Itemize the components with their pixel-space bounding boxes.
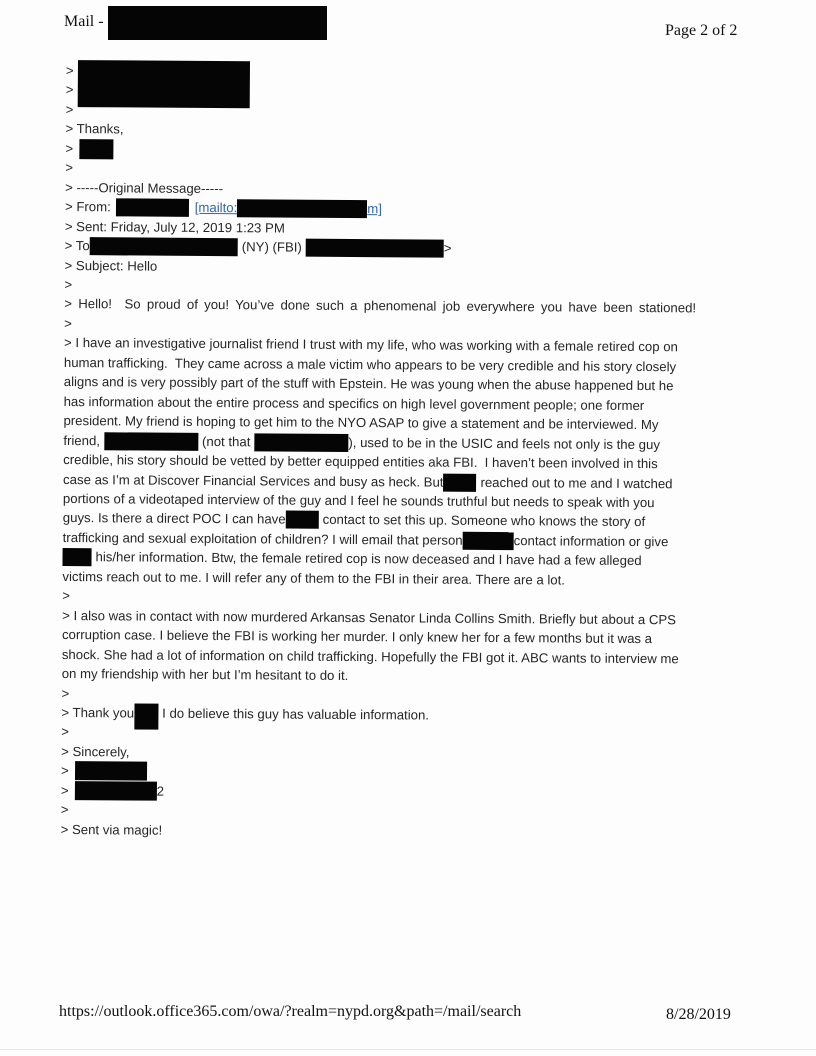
quote-mark: > [65,62,74,79]
quote-mark: > [60,763,69,779]
redaction-box [104,432,198,451]
body-text: aligns and is very possibly part of the stuff with Epstein. He was young when the abuse happened but he [63,374,674,394]
to-close: > [443,240,452,256]
quote-mark: > [65,82,74,98]
redaction-box [75,761,147,781]
body-text: shock. She had a lot of information on child trafficking. Hopefully the FBI got it. ABC wants to interview me [61,646,679,666]
redaction-box [237,199,367,218]
body-text: friend, [63,432,101,448]
quote-mark: > [62,588,71,604]
quote-mark: > [64,276,73,293]
quote-mark: > [60,782,69,798]
quote-mark: > [61,685,70,701]
mailto-link: [mailto: [194,200,238,216]
redaction-box [79,139,113,159]
redaction-box [463,532,514,550]
redaction-box [75,781,157,801]
body-text: I do believe this guy has valuable information. [162,705,430,723]
quote-mark: > [61,724,70,740]
from-label: > From: [64,199,111,215]
signoff-text: > Sincerely, [61,743,130,760]
sent-via-line [61,820,693,844]
thanks-text: > Thanks, [65,121,124,137]
body-text: portions of a videotaped interview of the guy and I feel he sounds truthful but needs to speak with you [62,490,655,511]
body-text: human trafficking. They came across a male victim who appears to be very credible and his story closely [63,354,677,375]
quote-mark: > [65,101,74,117]
redaction-box [286,511,319,529]
body-text: contact to set this up. Someone who knows the story of [322,512,646,530]
footer-date: 8/28/2019 [666,1006,731,1023]
body-text: credible, his story should be vetted by better equipped entities aka FBI. I haven’t been involved in this [63,452,658,472]
body-text: has information about the entire process and specifics on high level government people; one former [63,393,645,413]
quote-mark: > [65,160,74,176]
signature-suffix: 2 [156,783,165,799]
body-text: case as I’m at Discover Financial Services and busy as heck. But [63,471,444,490]
quote-mark: > [64,315,72,331]
quote-mark: > [65,140,74,156]
to-org: (NY) (FBI) [241,239,302,255]
body-text: contact information or give [513,533,669,550]
redaction-box [254,433,348,452]
mailto-link-end: m] [367,201,382,217]
redaction-box [443,473,476,491]
redaction-box [108,6,327,40]
body-text: > I also was in contact with now murdered Arkansas Senator Linda Collins Smith. Briefly but about a CPS [62,607,677,627]
greeting-text: > Hello! So proud of you! You’ve done such a phenomenal job everywhere you have been stationed! [64,296,697,316]
email-body [61,61,698,844]
to-label: > To [64,238,90,254]
body-text: president. My friend is hoping to get him to the NYO ASAP to give a statement and be interviewed. My [63,413,659,433]
sent-text: > Sent: Friday, July 12, 2019 1:23 PM [64,218,285,236]
body-text: on my friendship with her but I’m hesitant to do it. [61,666,349,684]
body-text: victims reach out to me. I will refer any of them to the FBI in their area. There are a lot. [62,568,566,588]
original-message-divider: > -----Original Message----- [65,179,224,196]
redaction-box [90,237,238,256]
body-text: > I have an investigative journalist friend I trust with my life, who was working with a female retired cop on [63,335,678,355]
quote-mark: > [60,802,69,818]
body-text: > Thank you [61,704,135,721]
subject-text: > Subject: Hello [64,257,158,274]
mail-label: Mail - [64,13,104,30]
body-text: reached out to me and I watched [480,474,673,491]
redaction-box [116,199,189,218]
body-text: ), used to be in the USIC and feels not only is the guy [348,434,661,452]
scan-edge [0,1049,816,1050]
redaction-box [306,239,444,258]
body-text: trafficking and sexual exploitation of children? I will email that person [62,529,463,548]
page-number: Page 2 of 2 [665,22,738,39]
sent-via-text: > Sent via magic! [60,821,163,838]
body-text: corruption case. I believe the FBI is working her murder. I only knew her for a few months but it was a [61,627,653,647]
body-text: guys. Is there a direct POC I can have [62,510,286,527]
body-text: his/her information. Btw, the female retired cop is now deceased and I have had a few alleged [95,549,642,569]
body-text: (not that [201,433,251,449]
redaction-box [62,548,91,566]
footer-url: https://outlook.office365.com/owa/?realm=nypd.org&path=/mail/search [59,1003,522,1020]
